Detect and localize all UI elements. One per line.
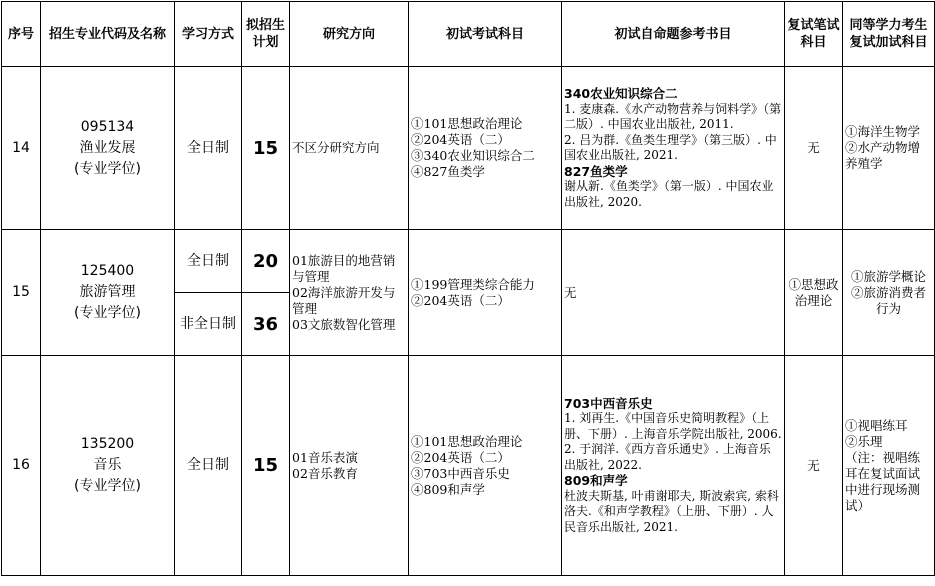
direction-item: 01旅游目的地营销与管理 [292, 252, 396, 284]
book-entry: 1. 麦康森.《水产动物营养与饲料学》（第二版）. 中国农业出版社, 2011. [564, 101, 782, 131]
major-name: 渔业发展 [79, 139, 136, 156]
extra-item: ①海洋生物学 [845, 124, 921, 139]
book-subject-title: 809和声学 [564, 473, 628, 489]
header-mode: 学习方式 [175, 2, 242, 67]
extra-item: ②乐理 [845, 433, 883, 449]
header-books: 初试自命题参考书目 [562, 2, 785, 67]
header-retest: 复试笔试科目 [785, 2, 843, 67]
major-cell [41, 356, 175, 576]
major-type: (专业学位) [74, 305, 141, 321]
plan-cell: 15 [242, 67, 290, 230]
direction-cell [290, 67, 409, 230]
direction-item: 02海洋旅游开发与管理 [292, 284, 396, 316]
exam-item: ①199管理类综合能力 [411, 276, 535, 292]
exam-item: ②204英语（二） [411, 292, 510, 308]
major-type: (专业学位) [74, 160, 141, 177]
exam-cell [409, 67, 562, 230]
direction-item: 02音乐教育 [292, 465, 358, 481]
seq-cell: 16 [2, 356, 41, 576]
direction-cell [290, 230, 409, 356]
admissions-table [1, 1, 935, 576]
major-type: (专业学位) [74, 478, 141, 494]
direction-item: 01音乐表演 [292, 449, 358, 465]
header-plan: 拟招生计划 [242, 2, 290, 67]
mode-cell: 非全日制 [175, 293, 242, 356]
major-code: 125400 [80, 263, 135, 279]
exam-item: ①101思想政治理论 [411, 433, 523, 449]
retest-cell: ①思想政治理论 [785, 230, 843, 356]
header-extra: 同等学力考生复试加试科目 [843, 2, 935, 67]
extra-item: ②旅游消费者行为 [850, 284, 926, 316]
retest-cell: 无 [785, 67, 843, 230]
direction-cell [290, 356, 409, 576]
exam-item: ④827鱼类学 [411, 164, 485, 179]
major-name: 音乐 [93, 457, 122, 473]
header-exam: 初试考试科目 [409, 2, 562, 67]
extra-cell [843, 356, 935, 576]
extra-item: ①旅游学概论 [850, 268, 926, 284]
plan-cell: 36 [242, 293, 290, 356]
extra-cell [843, 67, 935, 230]
exam-item: ③340农业知识综合二 [411, 148, 535, 163]
major-code: 095134 [80, 118, 135, 135]
books-cell: 无 [562, 230, 785, 356]
major-code: 135200 [80, 436, 135, 452]
book-entry: 2. 于润洋.《西方音乐通史》. 上海音乐出版社, 2022. [564, 442, 771, 472]
mode-cell: 全日制 [175, 356, 242, 576]
seq-cell: 15 [2, 230, 41, 356]
header-seq: 序号 [2, 2, 41, 67]
header-direction: 研究方向 [290, 2, 409, 67]
book-entry: 1. 刘再生.《中国音乐史简明教程》（上册、下册）. 上海音乐学院出版社, 2006. [564, 411, 782, 441]
extra-item: （注：视唱练耳在复试面试中进行现场测试） [845, 449, 921, 513]
direction-item: 03文旅数智化管理 [292, 316, 396, 332]
book-entry: 2. 吕为群.《鱼类生理学》（第三版）. 中国农业出版社, 2021. [564, 132, 777, 162]
retest-cell: 无 [785, 356, 843, 576]
plan-cell: 15 [242, 356, 290, 576]
major-cell [41, 230, 175, 356]
books-cell [562, 67, 785, 230]
plan-cell: 20 [242, 230, 290, 293]
book-entry: 杜波夫斯基, 叶甫谢耶夫, 斯波索宾, 索科洛夫.《和声学教程》（上册、下册）. 人民音乐出版社, 2021. [564, 488, 779, 534]
exam-item: ④809和声学 [411, 481, 485, 497]
book-subject-title: 703中西音乐史 [564, 395, 653, 411]
direction-item: 不区分研究方向 [292, 140, 380, 155]
extra-item: ①视唱练耳 [845, 417, 908, 433]
book-subject-title: 827鱼类学 [564, 163, 628, 179]
major-cell [41, 67, 175, 230]
exam-cell [409, 230, 562, 356]
book-entry: 谢从新.《鱼类学》（第一版）. 中国农业出版社, 2020. [564, 179, 774, 209]
table-row [2, 230, 935, 293]
book-subject-title: 340农业知识综合二 [564, 86, 678, 101]
exam-item: ②204英语（二） [411, 132, 510, 147]
header-major: 招生专业代码及名称 [41, 2, 175, 67]
major-name: 旅游管理 [79, 284, 136, 300]
mode-cell: 全日制 [175, 230, 242, 293]
exam-item: ①101思想政治理论 [411, 116, 523, 131]
books-cell [562, 356, 785, 576]
table-row [2, 67, 935, 230]
seq-cell: 14 [2, 67, 41, 230]
mode-cell: 全日制 [175, 67, 242, 230]
header-row [2, 2, 935, 67]
exam-item: ②204英语（二） [411, 449, 510, 465]
exam-item: ③703中西音乐史 [411, 465, 510, 481]
extra-item: ②水产动物增养殖学 [845, 140, 921, 171]
table-row [2, 356, 935, 576]
exam-cell [409, 356, 562, 576]
extra-cell [843, 230, 935, 356]
